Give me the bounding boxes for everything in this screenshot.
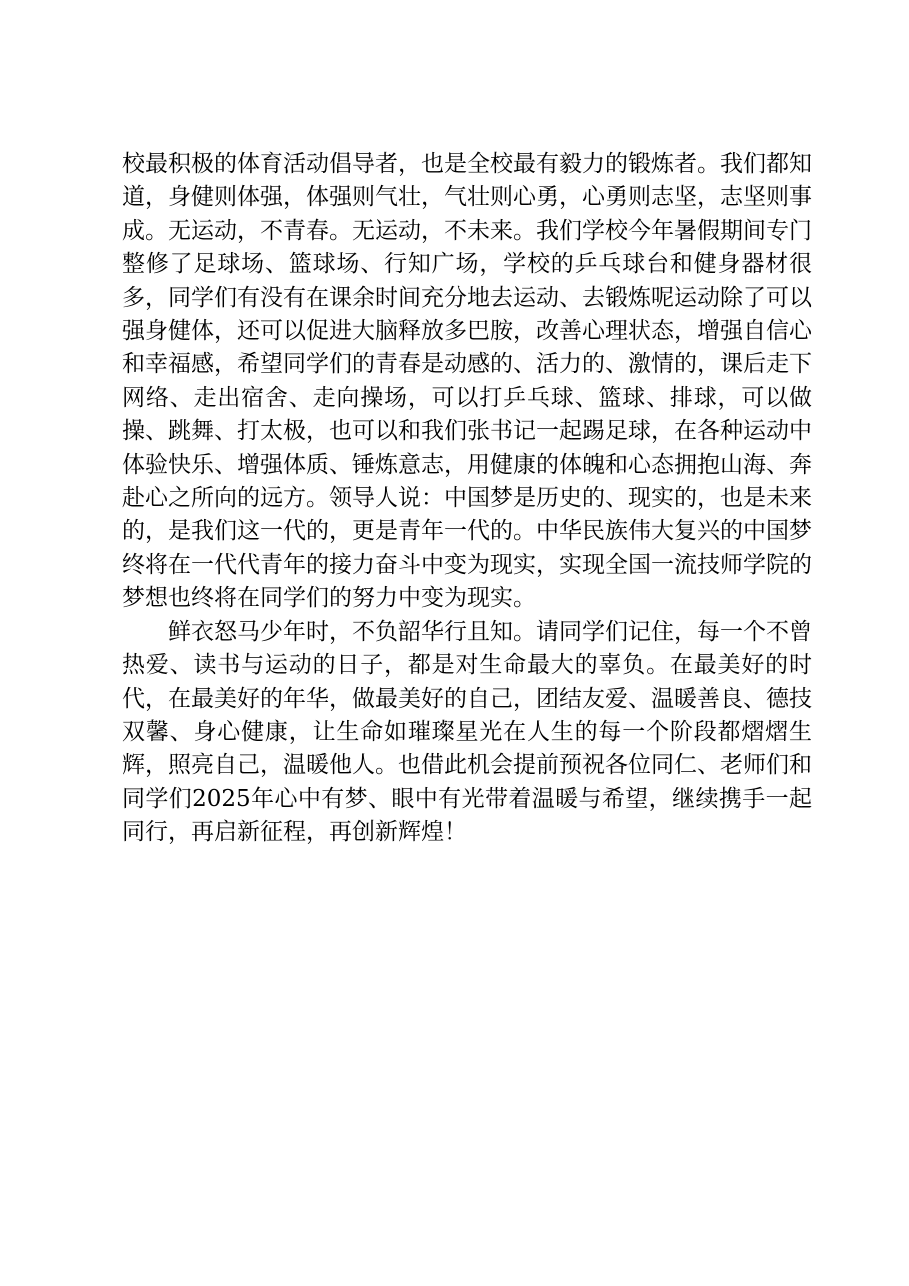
document-body bbox=[122, 148, 812, 850]
paragraph-1: 校最积极的体育活动倡导者，也是全校最有毅力的锻炼者。我们都知道，身健则体强，体强则气壮，气壮则心勇，心勇则志坚，志坚则事成。无运动，不青春。无运动，不未来。我们学校今年暑假期间专门整修了足球场、篮球场、行知广场，学校的乒乓球台和健身器材很多，同学们有没有在课余时间充分地去运动、去锻炼呢运动除了可以强身健体，还可以促进大脑释放多巴胺，改善心理状态，增强自信心和幸福感，希望同学们的青春是动感的、活力的、激情的，课后走下网络、走出宿舍、走向操场，可以打乒乓球、篮球、排球，可以做操、跳舞、打太极，也可以和我们张书记一起踢足球，在各种运动中体验快乐、增强体质、锤炼意志，用健康的体魄和心态拥抱山海、奔赴心之所向的远方。领导人说：中国梦是历史的、现实的，也是未来的，是我们这一代的，更是青年一代的。中华民族伟大复兴的中国梦终将在一代代青年的接力奋斗中变为现实，实现全国一流技师学院的梦想也终将在同学们的努力中变为现实。 bbox=[122, 151, 812, 612]
paragraph-2: 鲜衣怒马少年时，不负韶华行且知。请同学们记住，每一个不曾热爱、读书与运动的日子，都是对生命最大的辜负。在最美好的时代，在最美好的年华，做最美好的自己，团结友爱、温暖善良、德技双馨、身心健康，让生命如璀璨星光在人生的每一个阶段都熠熠生辉，照亮自己，温暖他人。也借此机会提前预祝各位同仁、老师们和同学们2025年心中有梦、眼中有光带着温暖与希望，继续携手一起同行，再启新征程，再创新辉煌！ bbox=[122, 618, 812, 846]
